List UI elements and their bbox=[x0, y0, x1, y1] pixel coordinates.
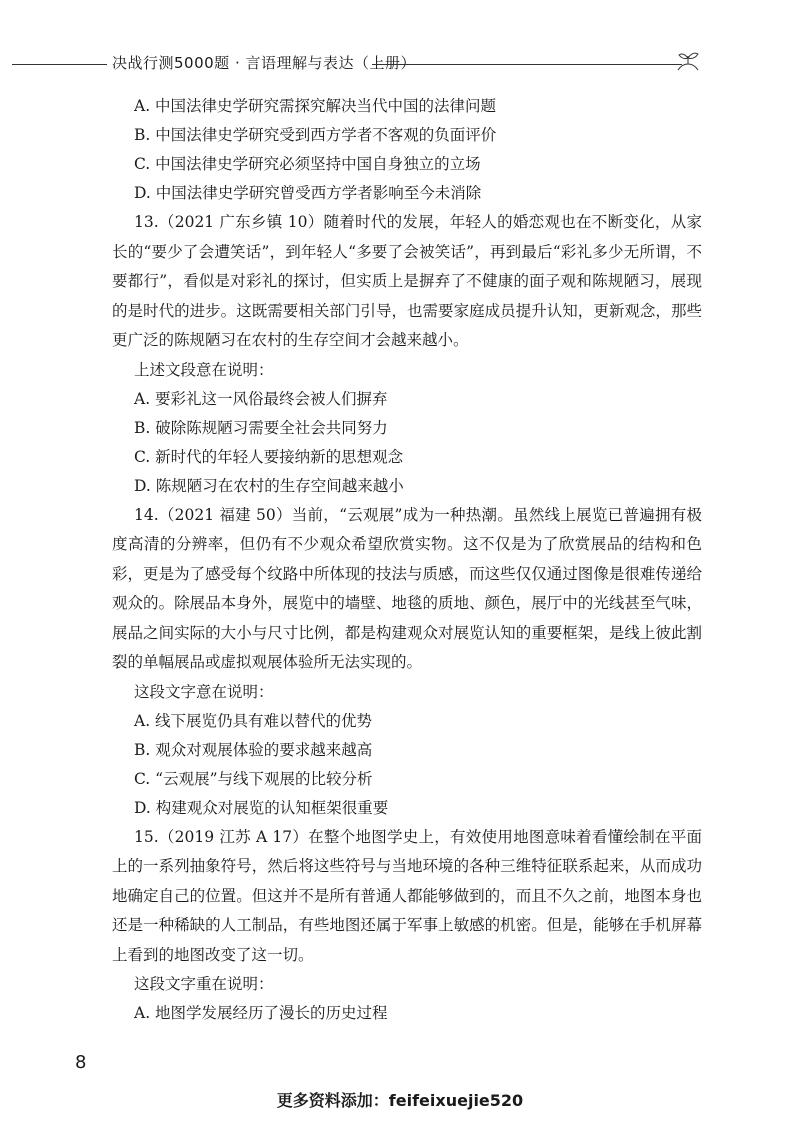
question-15-prompt: 这段文字重在说明： bbox=[134, 975, 274, 993]
option-line: A. 线下展览仍具有难以替代的优势 bbox=[134, 711, 373, 730]
option-line: A. 中国法律史学研究需探究解决当代中国的法律问题 bbox=[134, 97, 497, 115]
option-line: A. 地图学发展经历了漫长的历史过程 bbox=[134, 1004, 388, 1022]
option-line: C. 新时代的年轻人要接纳新的思想观念 bbox=[134, 447, 404, 466]
running-header bbox=[0, 48, 800, 78]
header-rule-left bbox=[12, 64, 107, 65]
option-line: C. 中国法律史学研究必须坚持中国自身独立的立场 bbox=[134, 155, 481, 173]
option-line: D. 中国法律史学研究曾受西方学者影响至今未消除 bbox=[134, 184, 482, 202]
question-13-prompt: 上述文段意在说明： bbox=[134, 360, 274, 379]
option-line: A. 要彩礼这一风俗最终会被人们摒弃 bbox=[134, 389, 388, 408]
option-line: B. 破除陈规陋习需要全社会共同努力 bbox=[134, 418, 388, 437]
option-line: D. 陈规陋习在农村的生存空间越来越小 bbox=[134, 476, 404, 495]
book-title: 决战行测5000题 · 言语理解与表达（上册） bbox=[112, 54, 416, 72]
option-line: D. 构建观众对展览的认知框架很重要 bbox=[134, 798, 389, 817]
option-line: B. 观众对观展体验的要求越来越高 bbox=[134, 740, 373, 759]
question-13-stem: 13.（2021 广东乡镇 10）随着时代的发展，年轻人的婚恋观也在不断变化，从家长的“要少了会遭笑话”，到年轻人“多要了会被笑话”，再到最后“彩礼多少无所谓，不要都行”，看似是对彩礼的探讨，但实质上是摒弃了不健康的面子观和陈规陋习，展现的是时代的进步。这既需要相关部门引导，也需要家庭成员提升认知，更新观念，那些更广泛的陈规陋习在农村的生存空间才会越来越小。 bbox=[112, 213, 702, 349]
question-14-stem: 14.（2021 福建 50）当前，“云观展”成为一种热潮。虽然线上展览已普遍拥有极度高清的分辨率，但仍有不少观众希望欣赏实物。这不仅是为了欣赏展品的结构和色彩，更是为了感受每个纹路中所体现的技法与质感，而这些仅仅通过图像是很难传递给观众的。除展品本身外，展览中的墙壁、地毯的质地、颜色，展厅中的光线甚至气味，展品之间实际的大小与尺寸比例，都是构建观众对展览认知的重要框架，是线上彼此割裂的单幅展品或虚拟观展体验所无法实现的。 bbox=[112, 505, 702, 671]
question-14-prompt: 这段文字意在说明： bbox=[134, 682, 274, 701]
header-rule-right bbox=[372, 64, 682, 65]
option-line: B. 中国法律史学研究受到西方学者不客观的负面评价 bbox=[134, 126, 497, 144]
page-number: 8 bbox=[75, 1052, 87, 1073]
sprout-icon bbox=[674, 48, 704, 78]
option-line: C. “云观展”与线下观展的比较分析 bbox=[134, 769, 373, 788]
question-15-stem: 15.（2019 江苏 A 17）在整个地图学史上，有效使用地图意味着看懂绘制在平面上的一系列抽象符号，然后将这些符号与当地环境的各种三维特征联系起来，从而成功地确定自己的位置。但这并不是所有普通人都能够做到的，而且不久之前，地图本身也还是一种稀缺的人工制品，有些地图还属于军事上敏感的机密。但是，能够在手机屏幕上看到的地图改变了这一切。 bbox=[112, 827, 702, 964]
page-content bbox=[112, 92, 702, 1028]
footer-note: 更多资料添加：feifeixuejie520 bbox=[276, 1091, 524, 1110]
